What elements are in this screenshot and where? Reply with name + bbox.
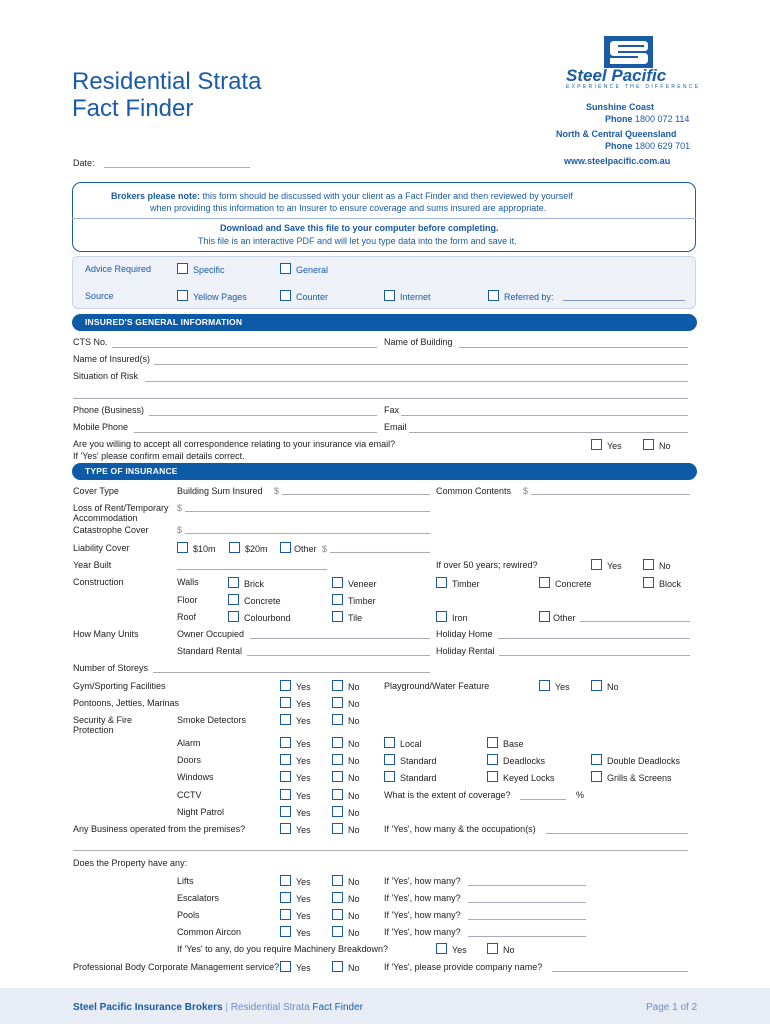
security-label-1: Security & Fire — [73, 715, 133, 725]
rewired-no-checkbox[interactable] — [643, 559, 654, 570]
gym-no-label: No — [348, 682, 360, 692]
playground-yes-checkbox[interactable] — [539, 680, 550, 691]
risk-field-2[interactable] — [73, 398, 688, 399]
machinery-yes-label: Yes — [452, 945, 467, 955]
footer-doc-name: Residential Strata — [230, 1002, 313, 1013]
lifts-yes-checkbox[interactable] — [280, 875, 291, 886]
building-field[interactable] — [459, 347, 688, 348]
notice-divider — [72, 218, 696, 219]
building-sum-field[interactable] — [282, 494, 430, 495]
source-label: Source — [85, 291, 114, 301]
liability-other-checkbox[interactable] — [280, 542, 291, 553]
cctv-no-checkbox[interactable] — [332, 789, 343, 800]
pools-label: Pools — [177, 910, 200, 920]
title-line2: Fact Finder — [72, 95, 194, 122]
aircon-label: Common Aircon — [177, 927, 242, 937]
company-question: If 'Yes', please provide company name? — [384, 962, 543, 972]
block-label: Block — [659, 579, 682, 589]
business-field[interactable] — [546, 833, 688, 834]
footer-separator: | — [225, 1002, 228, 1013]
escalators-no-checkbox[interactable] — [332, 892, 343, 903]
phone-2: 1800 629 701 — [635, 141, 691, 151]
region-nq: North & Central Queensland — [556, 129, 677, 139]
footer-company: Steel Pacific Insurance Brokers — [73, 1002, 223, 1013]
website-link[interactable]: www.steelpacific.com.au — [564, 156, 671, 166]
owner-occupied-field[interactable] — [250, 638, 430, 639]
professional-no-label: No — [348, 963, 360, 973]
aircon-no-label: No — [348, 928, 360, 938]
standard-rental-label: Standard Rental — [177, 646, 243, 656]
walls-timber-label: Timber — [452, 579, 480, 589]
cts-field[interactable] — [112, 347, 377, 348]
roof-other-label: Other — [553, 613, 576, 623]
walls-concrete-label: Concrete — [555, 579, 592, 589]
general-label: General — [296, 265, 329, 275]
playground-no-checkbox[interactable] — [591, 680, 602, 691]
smoke-yes-checkbox[interactable] — [280, 714, 291, 725]
title-line1: Residential Strata — [72, 68, 262, 95]
liability-label: Liability Cover — [73, 543, 130, 553]
roof-other-checkbox[interactable] — [539, 611, 550, 622]
liability-20m-checkbox[interactable] — [229, 542, 240, 553]
over50-label: If over 50 years; rewired? — [436, 560, 538, 570]
aircon-field[interactable] — [468, 936, 586, 937]
doors-yes-label: Yes — [296, 756, 311, 766]
catastrophe-label: Catastrophe Cover — [73, 525, 149, 535]
loss-rent-label-2: Accommodation — [73, 513, 138, 523]
fax-field[interactable] — [401, 415, 688, 416]
professional-yes-label: Yes — [296, 963, 311, 973]
lifts-no-label: No — [348, 877, 360, 887]
phone-business-label: Phone (Business) — [73, 405, 145, 415]
floor-timber-checkbox[interactable] — [332, 594, 343, 605]
security-label-2: Protection — [73, 725, 114, 735]
date-label: Date: — [73, 158, 95, 168]
business-no-label: No — [348, 825, 360, 835]
smoke-label: Smoke Detectors — [177, 715, 247, 725]
cctv-label: CCTV — [177, 790, 202, 800]
windows-no-label: No — [348, 773, 360, 783]
gym-yes-checkbox[interactable] — [280, 680, 291, 691]
general-checkbox[interactable] — [280, 263, 291, 274]
brand-name: Steel Pacific — [566, 66, 667, 85]
business-field-2[interactable] — [73, 850, 688, 851]
yellow-pages-label: Yellow Pages — [193, 292, 247, 302]
brick-label: Brick — [244, 579, 264, 589]
iron-label: Iron — [452, 613, 468, 623]
liability-20m-label: $20m — [245, 544, 268, 554]
phone-1: 1800 072 114 — [635, 114, 690, 124]
smoke-no-label: No — [348, 716, 360, 726]
business-question: If 'Yes', how many & the occupation(s) — [384, 824, 536, 834]
loss-rent-dollar: $ — [177, 503, 183, 513]
download-text: This file is an interactive PDF and will let you type data into the form and save it. — [198, 236, 517, 246]
windows-yes-label: Yes — [296, 773, 311, 783]
email-question: Are you willing to accept all correspondence relating to your insurance via email? — [73, 439, 396, 449]
veneer-label: Veneer — [348, 579, 377, 589]
owner-occupied-label: Owner Occupied — [177, 629, 245, 639]
aircon-yes-checkbox[interactable] — [280, 926, 291, 937]
lifts-field[interactable] — [468, 885, 586, 886]
storeys-label: Number of Storeys — [73, 663, 149, 673]
patrol-label: Night Patrol — [177, 807, 225, 817]
escalators-yes-checkbox[interactable] — [280, 892, 291, 903]
alarm-yes-checkbox[interactable] — [280, 737, 291, 748]
rewired-yes-checkbox[interactable] — [591, 559, 602, 570]
email-note: If 'Yes' please confirm email details correct. — [73, 451, 245, 461]
keyed-locks-checkbox[interactable] — [487, 771, 498, 782]
doors-standard-checkbox[interactable] — [384, 754, 395, 765]
aircon-how-many: If 'Yes', how many? — [384, 927, 461, 937]
pontoons-yes-checkbox[interactable] — [280, 697, 291, 708]
windows-standard-label: Standard — [400, 773, 437, 783]
footer-text — [73, 1002, 363, 1014]
alarm-no-label: No — [348, 739, 360, 749]
local-label: Local — [400, 739, 422, 749]
escalators-how-many: If 'Yes', how many? — [384, 893, 461, 903]
doors-no-checkbox[interactable] — [332, 754, 343, 765]
machinery-yes-checkbox[interactable] — [436, 943, 447, 954]
deadlocks-label: Deadlocks — [503, 756, 546, 766]
roof-other-field[interactable] — [580, 621, 690, 622]
walls-label: Walls — [177, 577, 199, 587]
cts-label: CTS No. — [73, 337, 108, 347]
common-contents-field[interactable] — [531, 494, 690, 495]
standard-rental-field[interactable] — [247, 655, 430, 656]
doors-no-label: No — [348, 756, 360, 766]
alarm-no-checkbox[interactable] — [332, 737, 343, 748]
walls-timber-checkbox[interactable] — [436, 577, 447, 588]
escalators-no-label: No — [348, 894, 360, 904]
playground-label: Playground/Water Feature — [384, 681, 490, 691]
mobile-label: Mobile Phone — [73, 422, 129, 432]
loss-rent-label-1: Loss of Rent/Temporary — [73, 503, 169, 513]
phone-line-2: Phone 1800 629 701 — [605, 141, 691, 151]
specific-label: Specific — [193, 265, 225, 275]
insured-field[interactable] — [154, 364, 688, 365]
holiday-home-field[interactable] — [498, 638, 690, 639]
fax-label: Fax — [384, 405, 400, 415]
floor-concrete-label: Concrete — [244, 596, 281, 606]
pontoons-yes-label: Yes — [296, 699, 311, 709]
liability-other-dollar: $ — [322, 544, 328, 554]
windows-no-checkbox[interactable] — [332, 771, 343, 782]
machinery-no-checkbox[interactable] — [487, 943, 498, 954]
counter-checkbox[interactable] — [280, 290, 291, 301]
specific-checkbox[interactable] — [177, 263, 188, 274]
local-checkbox[interactable] — [384, 737, 395, 748]
double-deadlocks-checkbox[interactable] — [591, 754, 602, 765]
gym-yes-label: Yes — [296, 682, 311, 692]
floor-timber-label: Timber — [348, 596, 376, 606]
storeys-field[interactable] — [153, 672, 430, 673]
email-no-label: No — [659, 441, 671, 451]
extent-label: What is the extent of coverage? — [384, 790, 511, 800]
catastrophe-dollar: $ — [177, 525, 183, 535]
roof-label: Roof — [177, 612, 197, 622]
cctv-yes-checkbox[interactable] — [280, 789, 291, 800]
windows-yes-checkbox[interactable] — [280, 771, 291, 782]
business-yes-checkbox[interactable] — [280, 823, 291, 834]
pools-no-label: No — [348, 911, 360, 921]
cctv-yes-label: Yes — [296, 791, 311, 801]
base-checkbox[interactable] — [487, 737, 498, 748]
patrol-yes-checkbox[interactable] — [280, 806, 291, 817]
double-deadlocks-label: Double Deadlocks — [607, 756, 681, 766]
smoke-no-checkbox[interactable] — [332, 714, 343, 725]
pontoons-label: Pontoons, Jetties, Marinas — [73, 698, 180, 708]
windows-label: Windows — [177, 772, 214, 782]
notice-line2: when providing this information to an Insurer to ensure coverage and sums insured are appropriate. — [150, 203, 547, 213]
escalators-label: Escalators — [177, 893, 220, 903]
holiday-home-label: Holiday Home — [436, 629, 493, 639]
alarm-yes-label: Yes — [296, 739, 311, 749]
brick-checkbox[interactable] — [228, 577, 239, 588]
building-label: Name of Building — [384, 337, 453, 347]
block-checkbox[interactable] — [643, 577, 654, 588]
common-contents-dollar: $ — [523, 486, 529, 496]
percent-label: % — [576, 790, 585, 800]
professional-label: Professional Body Corporate Management service? — [73, 962, 280, 972]
walls-concrete-checkbox[interactable] — [539, 577, 550, 588]
phone-line-1: Phone 1800 072 114 — [605, 114, 690, 124]
doors-label: Doors — [177, 755, 202, 765]
escalators-yes-label: Yes — [296, 894, 311, 904]
patrol-yes-label: Yes — [296, 808, 311, 818]
business-yes-label: Yes — [296, 825, 311, 835]
lifts-how-many: If 'Yes', how many? — [384, 876, 461, 886]
smoke-yes-label: Yes — [296, 716, 311, 726]
extent-field[interactable] — [520, 799, 566, 800]
email-yes-label: Yes — [607, 441, 622, 451]
page-number: Page 1 of 2 — [646, 1002, 698, 1013]
loss-rent-field[interactable] — [185, 511, 430, 512]
year-built-label: Year Built — [73, 560, 112, 570]
patrol-no-checkbox[interactable] — [332, 806, 343, 817]
professional-yes-checkbox[interactable] — [280, 961, 291, 972]
section-type-insurance: TYPE OF INSURANCE — [72, 463, 697, 480]
region-sunshine: Sunshine Coast — [586, 102, 655, 112]
advice-box — [72, 256, 696, 309]
internet-label: Internet — [400, 292, 431, 302]
liability-other-label: Other — [294, 544, 317, 554]
advice-label: Advice Required — [85, 264, 152, 274]
company-field[interactable] — [552, 971, 688, 972]
machinery-label: If 'Yes' to any, do you require Machinery Breakdown? — [177, 944, 389, 954]
yellow-pages-checkbox[interactable] — [177, 290, 188, 301]
date-field[interactable] — [104, 167, 250, 168]
insured-label: Name of Insured(s) — [73, 354, 151, 364]
risk-field[interactable] — [145, 381, 688, 382]
pools-field[interactable] — [468, 919, 586, 920]
construction-label: Construction — [73, 577, 124, 587]
liability-10m-checkbox[interactable] — [177, 542, 188, 553]
footer-doc-name-2: Fact Finder — [312, 1002, 363, 1013]
playground-yes-label: Yes — [555, 682, 570, 692]
gym-no-checkbox[interactable] — [332, 680, 343, 691]
holiday-rental-field[interactable] — [499, 655, 690, 656]
gym-label: Gym/Sporting Facilities — [73, 681, 166, 691]
catastrophe-field[interactable] — [185, 533, 430, 534]
holiday-rental-label: Holiday Rental — [436, 646, 495, 656]
liability-10m-label: $10m — [193, 544, 216, 554]
patrol-no-label: No — [348, 808, 360, 818]
liability-other-field[interactable] — [330, 552, 430, 553]
counter-label: Counter — [296, 292, 329, 302]
aircon-yes-label: Yes — [296, 928, 311, 938]
year-built-field[interactable] — [177, 569, 327, 570]
pools-yes-label: Yes — [296, 911, 311, 921]
steel-pacific-logo-icon — [604, 36, 653, 68]
professional-no-checkbox[interactable] — [332, 961, 343, 972]
download-title: Download and Save this file to your computer before completing. — [220, 223, 499, 233]
business-label: Any Business operated from the premises? — [73, 824, 246, 834]
iron-checkbox[interactable] — [436, 611, 447, 622]
grills-checkbox[interactable] — [591, 771, 602, 782]
machinery-no-label: No — [503, 945, 515, 955]
property-label: Does the Property have any: — [73, 858, 188, 868]
colourbond-label: Colourbond — [244, 613, 291, 623]
pontoons-no-checkbox[interactable] — [332, 697, 343, 708]
lifts-no-checkbox[interactable] — [332, 875, 343, 886]
building-sum-label: Building Sum Insured — [177, 486, 263, 496]
referred-field[interactable] — [563, 300, 685, 301]
lifts-yes-label: Yes — [296, 877, 311, 887]
rewired-yes-label: Yes — [607, 561, 622, 571]
section-general-info: INSURED'S GENERAL INFORMATION — [72, 314, 697, 331]
email-label: Email — [384, 422, 407, 432]
business-no-checkbox[interactable] — [332, 823, 343, 834]
pools-no-checkbox[interactable] — [332, 909, 343, 920]
rewired-no-label: No — [659, 561, 671, 571]
tile-label: Tile — [348, 613, 363, 623]
alarm-label: Alarm — [177, 738, 201, 748]
playground-no-label: No — [607, 682, 619, 692]
pools-yes-checkbox[interactable] — [280, 909, 291, 920]
escalators-field[interactable] — [468, 902, 586, 903]
internet-checkbox[interactable] — [384, 290, 395, 301]
referred-label: Referred by: — [504, 292, 554, 302]
grills-label: Grills & Screens — [607, 773, 672, 783]
notice-line1: Brokers please note: this form should be discussed with your client as a Fact Finder and then reviewed by yourself — [111, 191, 573, 201]
mobile-field[interactable] — [134, 432, 377, 433]
aircon-no-checkbox[interactable] — [332, 926, 343, 937]
email-field[interactable] — [409, 432, 688, 433]
referred-checkbox[interactable] — [488, 290, 499, 301]
units-label: How Many Units — [73, 629, 139, 639]
base-label: Base — [503, 739, 524, 749]
risk-label: Situation of Risk — [73, 371, 139, 381]
windows-standard-checkbox[interactable] — [384, 771, 395, 782]
doors-standard-label: Standard — [400, 756, 437, 766]
pontoons-no-label: No — [348, 699, 360, 709]
keyed-locks-label: Keyed Locks — [503, 773, 555, 783]
deadlocks-checkbox[interactable] — [487, 754, 498, 765]
email-yes-checkbox[interactable] — [591, 439, 602, 450]
lifts-label: Lifts — [177, 876, 194, 886]
brand-tagline: EXPERIENCE THE DIFFERENCE — [566, 84, 701, 90]
building-sum-dollar: $ — [274, 486, 280, 496]
tile-checkbox[interactable] — [332, 611, 343, 622]
cover-type-label: Cover Type — [73, 486, 119, 496]
cctv-no-label: No — [348, 791, 360, 801]
email-no-checkbox[interactable] — [643, 439, 654, 450]
common-contents-label: Common Contents — [436, 486, 512, 496]
floor-label: Floor — [177, 595, 198, 605]
phone-business-field[interactable] — [149, 415, 377, 416]
colourbond-checkbox[interactable] — [228, 611, 239, 622]
veneer-checkbox[interactable] — [332, 577, 343, 588]
doors-yes-checkbox[interactable] — [280, 754, 291, 765]
floor-concrete-checkbox[interactable] — [228, 594, 239, 605]
pools-how-many: If 'Yes', how many? — [384, 910, 461, 920]
